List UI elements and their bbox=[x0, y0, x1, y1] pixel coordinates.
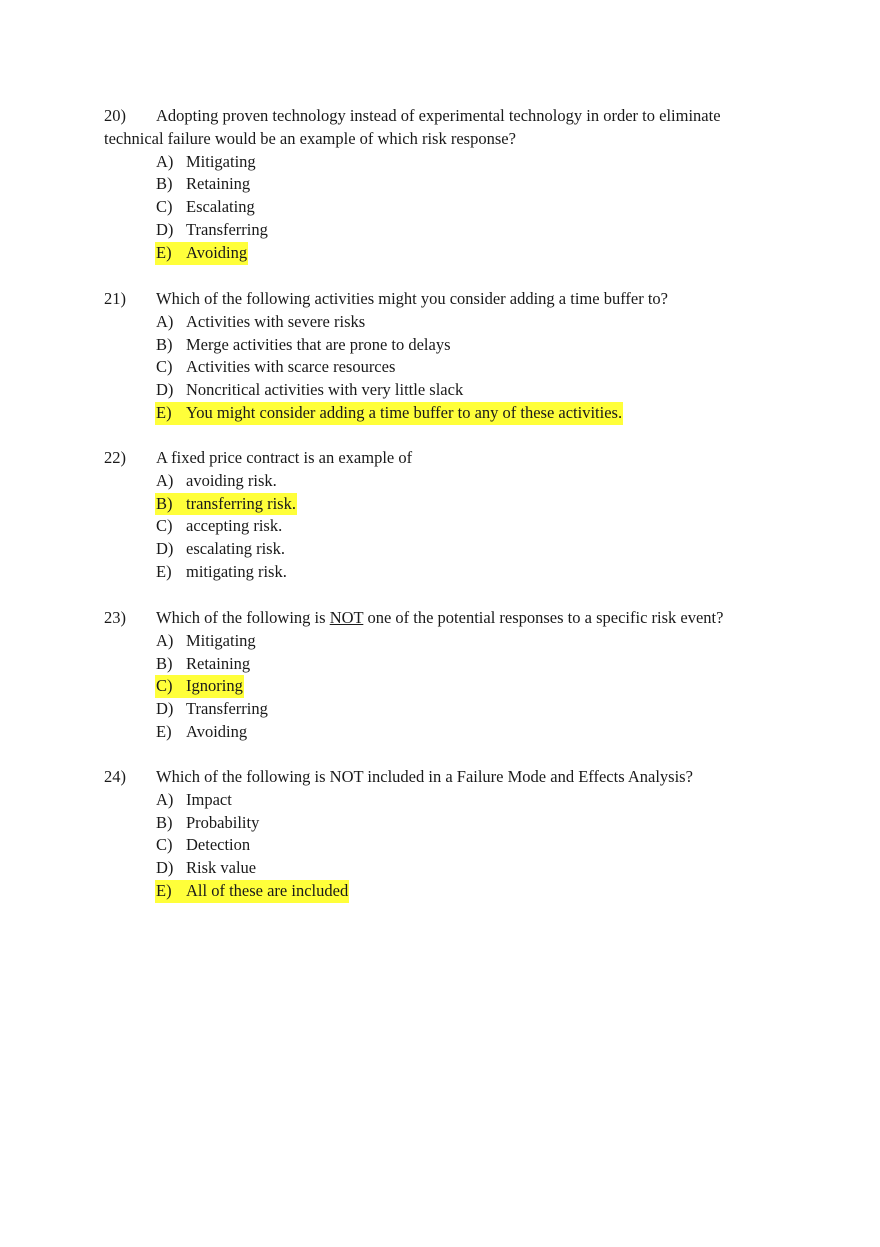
question-22 bbox=[104, 447, 764, 584]
option-letter: D) bbox=[156, 858, 174, 878]
option-text: Probability bbox=[186, 812, 260, 832]
answer-option-d bbox=[155, 538, 764, 561]
question-text-before: Which of the following is bbox=[156, 608, 330, 627]
option-letter: E) bbox=[156, 402, 172, 422]
question-21 bbox=[104, 288, 764, 425]
option-letter: E) bbox=[156, 561, 172, 581]
option-letter: B) bbox=[156, 653, 173, 673]
answer-option-b bbox=[155, 334, 764, 357]
option-text: Avoiding bbox=[186, 242, 248, 262]
answer-options bbox=[104, 151, 764, 265]
answer-option-c bbox=[155, 834, 764, 857]
option-letter: A) bbox=[156, 470, 174, 490]
answer-options bbox=[104, 311, 764, 425]
answer-option-b bbox=[155, 812, 764, 835]
option-letter: E) bbox=[156, 880, 172, 900]
answer-option-c bbox=[155, 196, 764, 219]
option-text: Merge activities that are prone to delays bbox=[186, 334, 451, 354]
option-letter: A) bbox=[156, 630, 174, 650]
option-text: Mitigating bbox=[186, 630, 256, 650]
option-text: Transferring bbox=[186, 699, 268, 719]
question-24 bbox=[104, 766, 764, 903]
answer-option-c bbox=[155, 515, 764, 538]
question-text-emphasis: NOT bbox=[329, 608, 364, 627]
answer-option-b-highlighted bbox=[155, 493, 764, 516]
answer-option-b bbox=[155, 173, 764, 196]
question-stem bbox=[104, 766, 764, 789]
question-23 bbox=[104, 607, 764, 744]
answer-option-e bbox=[155, 721, 764, 744]
answer-option-e-highlighted bbox=[155, 402, 764, 425]
option-text: Retaining bbox=[186, 653, 251, 673]
option-letter: C) bbox=[156, 835, 173, 855]
option-text: Activities with scarce resources bbox=[186, 357, 396, 377]
option-text: You might consider adding a time buffer to any of these activities. bbox=[186, 402, 623, 422]
answer-options bbox=[104, 789, 764, 903]
option-text: Transferring bbox=[186, 219, 268, 239]
option-text: Escalating bbox=[186, 197, 255, 217]
question-text: Which of the following activities might you consider adding a time buffer to? bbox=[156, 289, 668, 308]
question-20 bbox=[104, 105, 764, 265]
question-text: A fixed price contract is an example of bbox=[156, 448, 413, 467]
option-letter: C) bbox=[156, 197, 173, 217]
question-number: 22) bbox=[104, 448, 126, 467]
option-letter: B) bbox=[156, 334, 173, 354]
option-letter: A) bbox=[156, 789, 174, 809]
question-number: 23) bbox=[104, 608, 126, 627]
option-text: accepting risk. bbox=[186, 516, 283, 536]
answer-option-e bbox=[155, 561, 764, 584]
option-text: Mitigating bbox=[186, 151, 256, 171]
question-text bbox=[156, 607, 723, 630]
answer-option-d bbox=[155, 698, 764, 721]
question-stem bbox=[104, 607, 764, 630]
answer-option-a bbox=[155, 789, 764, 812]
option-letter: D) bbox=[156, 380, 174, 400]
option-letter: C) bbox=[156, 676, 173, 696]
option-text: Impact bbox=[186, 789, 232, 809]
option-text: Detection bbox=[186, 835, 251, 855]
question-text: Adopting proven technology instead of experimental technology in order to eliminate bbox=[156, 106, 721, 125]
answer-option-a bbox=[155, 311, 764, 334]
option-letter: B) bbox=[156, 493, 173, 513]
option-text: escalating risk. bbox=[186, 539, 285, 559]
answer-option-d bbox=[155, 219, 764, 242]
answer-option-d bbox=[155, 857, 764, 880]
answer-option-c bbox=[155, 356, 764, 379]
option-letter: B) bbox=[156, 812, 173, 832]
option-letter: A) bbox=[156, 311, 174, 331]
option-letter: E) bbox=[156, 242, 172, 262]
option-letter: D) bbox=[156, 539, 174, 559]
answer-options bbox=[104, 630, 764, 744]
option-text: Retaining bbox=[186, 174, 251, 194]
option-letter: A) bbox=[156, 151, 174, 171]
question-text: Which of the following is NOT included in a Failure Mode and Effects Analysis? bbox=[156, 767, 693, 786]
option-letter: D) bbox=[156, 219, 174, 239]
answer-option-a bbox=[155, 470, 764, 493]
option-text: avoiding risk. bbox=[186, 470, 277, 490]
question-stem bbox=[104, 288, 764, 311]
option-text: Risk value bbox=[186, 858, 257, 878]
answer-option-a bbox=[155, 630, 764, 653]
option-text: Ignoring bbox=[186, 676, 243, 696]
answer-option-d bbox=[155, 379, 764, 402]
option-letter: D) bbox=[156, 699, 174, 719]
option-letter: B) bbox=[156, 174, 173, 194]
option-text: Avoiding bbox=[186, 721, 248, 741]
option-text: transferring risk. bbox=[186, 493, 296, 513]
option-letter: E) bbox=[156, 721, 172, 741]
question-number: 20) bbox=[104, 106, 126, 125]
question-number: 21) bbox=[104, 289, 126, 308]
answer-option-b bbox=[155, 653, 764, 676]
answer-option-e-highlighted bbox=[155, 242, 764, 265]
answer-option-c-highlighted bbox=[155, 675, 764, 698]
question-number: 24) bbox=[104, 767, 126, 786]
answer-option-a bbox=[155, 151, 764, 174]
option-text: mitigating risk. bbox=[186, 561, 287, 581]
answer-option-e-highlighted bbox=[155, 880, 764, 903]
option-text: Activities with severe risks bbox=[186, 311, 366, 331]
answer-options bbox=[104, 470, 764, 584]
question-text-continued: technical failure would be an example of which risk response? bbox=[104, 128, 516, 148]
question-stem bbox=[104, 447, 764, 470]
option-letter: C) bbox=[156, 516, 173, 536]
option-text: All of these are included bbox=[186, 880, 349, 900]
question-stem bbox=[104, 105, 764, 128]
option-text: Noncritical activities with very little slack bbox=[186, 380, 464, 400]
option-letter: C) bbox=[156, 357, 173, 377]
question-text-after: one of the potential responses to a specific risk event? bbox=[363, 608, 724, 627]
